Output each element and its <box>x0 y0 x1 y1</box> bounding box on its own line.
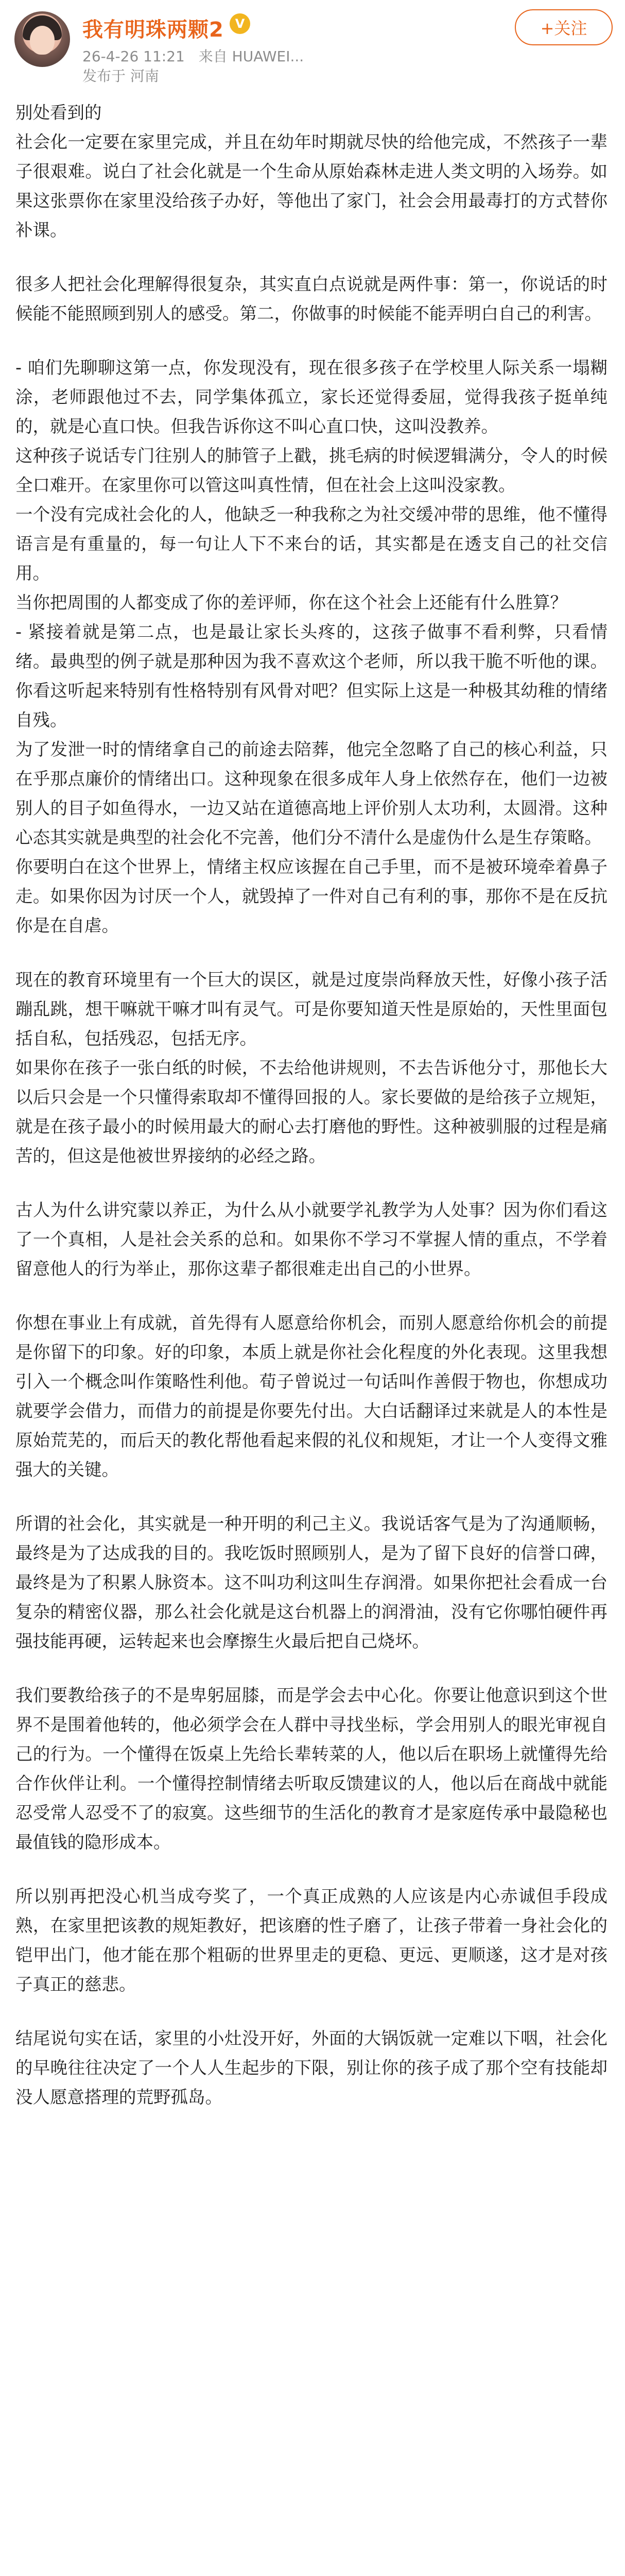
post-paragraph: 你想在事业上有成就，首先得有人愿意给你机会，而别人愿意给你机会的前提是你留下的印象。好的印象，本质上就是你社会化程度的外化表现。这里我想引入一个概念叫作策略性利他。荀子曾说过一句话叫作善假于物也，你想成功就要学会借力，而借力的前提是你要先付出。大白话翻译过来就是人的本性是原始荒芜的，而后天的教化帮他看起来假的礼仪和规矩，才让一个人变得文雅强大的关键。 <box>15 1313 607 1480</box>
paragraph-gap <box>15 940 607 965</box>
post-paragraph: 古人为什么讲究蒙以养正，为什么从小就要学礼教学为人处事？因为你们看这了一个真相，人是社会关系的总和。如果你不学习不掌握人情的重点，不学着留意他人的行为举止，那你这辈子都很难走出自己的小世界。 <box>15 1200 607 1279</box>
post-paragraph: 别处看到的 <box>15 103 102 123</box>
post-paragraph: 我们要教给孩子的不是卑躬屈膝，而是学会去中心化。你要让他意识到这个世界不是围着他转的，他必须学会在人群中寻找坐标，学会用别人的眼光审视自己的行为。一个懂得在饭桌上先给长辈转菜的人，他以后在职场上就懂得先给合作伙伴让利。一个懂得控制情绪去听取反馈建议的人，他以后在商战中就能忍受常人忍受不了的寂寞。这些细节的生活化的教育才是家庭传承中最隐秘也最值钱的隐形成本。 <box>15 1685 607 1852</box>
post-paragraph: 为了发泄一时的情绪拿自己的前途去陪葬，他完全忽略了自己的核心利益，只在乎那点廉价的情绪出口。这种现象在很多成年人身上依然存在，他们一边被别人的目子如鱼得水，一边又站在道德高地上评价别人太功利，太圆滑。这种心态其实就是典型的社会化不完善，他们分不清什么是虚伪什么是生存策略。 <box>15 739 607 848</box>
paragraph-gap <box>15 1857 607 1882</box>
post-paragraph: 这种孩子说话专门往别人的肺管子上戳，挑毛病的时候逻辑满分，令人的时候全口难开。在家里你可以管这叫真性情，但在社会上这叫没家教。 <box>15 446 607 495</box>
paragraph-gap <box>15 1484 607 1509</box>
post-paragraph: 所以别再把没心机当成夸奖了，一个真正成熟的人应该是内心赤诚但手段成熟，在家里把该教的规矩教好，把该磨的性子磨了，让孩子带着一身社会化的铠甲出门，他才能在那个粗砺的世界里走的更稳、更远、更顺遂，这才是对孩子真正的慈悲。 <box>15 1886 607 1994</box>
username[interactable]: 我有明珠两颗2 <box>82 18 224 42</box>
post-body <box>15 98 607 2112</box>
vip-badge-icon: V <box>230 13 250 34</box>
user-avatar[interactable] <box>14 11 70 67</box>
ip-location: 发布于 河南 <box>82 67 159 84</box>
post-paragraph: 结尾说句实在话，家里的小灶没开好，外面的大锅饭就一定难以下咽，社会化的早晚往往决定了一个人人生起步的下限，别让你的孩子成了那个空有技能却没人愿意搭理的荒野孤岛。 <box>15 2028 607 2107</box>
avatar-face <box>30 26 55 55</box>
post-header <box>0 0 625 87</box>
post-paragraph: 所谓的社会化，其实就是一种开明的利己主义。我说话客气是为了沟通顺畅，最终是为了达成我的目的。我吃饭时照顾别人，是为了留下良好的信誉口碑，最终是为了积累人脉资本。这不叫功利这叫生存润滑。如果你把社会看成一台复杂的精密仪器，那么社会化就是这台机器上的润滑油，没有它你哪怕硬件再强技能再硬，运转起来也会摩擦生火最后把自己烧坏。 <box>15 1514 607 1651</box>
paragraph-gap <box>15 328 607 353</box>
paragraph-gap <box>15 1999 607 2024</box>
post-paragraph: 你要明白在这个世界上，情绪主权应该握在自己手里，而不是被环境牵着鼻子走。如果你因为讨厌一个人，就毁掉了一件对自己有利的事，那你不是在反抗你是在自虐。 <box>15 857 607 936</box>
follow-button[interactable]: +关注 <box>515 9 613 45</box>
post-time: 26-4-26 11:21 <box>82 48 185 65</box>
post-paragraph: 当你把周围的人都变成了你的差评师，你在这个社会上还能有什么胜算？ <box>15 592 567 613</box>
post-paragraph: 社会化一定要在家里完成，并且在幼年时期就尽快的给他完成，不然孩子一辈子很艰难。说白了社会化就是一个生命从原始森林走进人类文明的入场券。如果这张票你在家里没给孩子办好，等他出了家门，社会会用最毒打的方式替你补课。 <box>15 132 607 240</box>
post-paragraph: - 咱们先聊聊这第一点，你发现没有，现在很多孩子在学校里人际关系一塌糊涂，老师跟他过不去，同学集体孤立，家长还觉得委屈，觉得我孩子挺单纯的，就是心直口快。但我告诉你这不叫心直口快，这叫没教养。 <box>15 358 607 436</box>
post-paragraph: 很多人把社会化理解得很复杂，其实直白点说就是两件事：第一，你说话的时候能不能照顾到别人的感受。第二，你做事的时候能不能弄明白自己的利害。 <box>15 274 607 324</box>
post-paragraph: - 紧接着就是第二点，也是最让家长头疼的，这孩子做事不看利弊，只看情绪。最典型的例子就是那种因为我不喜欢这个老师，所以我干脆不听他的课。你看这听起来特别有性格特别有风骨对吧？但实际上这是一种极其幼稚的情绪自残。 <box>15 622 607 730</box>
post-meta <box>82 45 313 66</box>
post-paragraph: 一个没有完成社会化的人，他缺乏一种我称之为社交缓冲带的思维，他不懂得语言是有重量的，每一句让人下不来台的话，其实都是在透支自己的社交信用。 <box>15 504 607 583</box>
paragraph-gap <box>15 1171 607 1195</box>
post-source: 来自 HUAWEI... <box>198 48 304 65</box>
paragraph-gap <box>15 1283 607 1308</box>
paragraph-gap <box>15 1656 607 1681</box>
post-paragraph: 如果你在孩子一张白纸的时候，不去给他讲规则，不去告诉他分寸，那他长大以后只会是一个只懂得索取却不懂得回报的人。家长要做的是给孩子立规矩，就是在孩子最小的时候用最大的耐心去打磨他的野性。这种被驯服的过程是痛苦的，但这是他被世界接纳的必经之路。 <box>15 1058 607 1166</box>
post-paragraph: 现在的教育环境里有一个巨大的误区，就是过度崇尚释放天性，好像小孩子活蹦乱跳，想干嘛就干嘛才叫有灵气。可是你要知道天性是原始的，天性里面包括自私，包括残忍，包括无序。 <box>15 970 607 1048</box>
paragraph-gap <box>15 245 607 269</box>
